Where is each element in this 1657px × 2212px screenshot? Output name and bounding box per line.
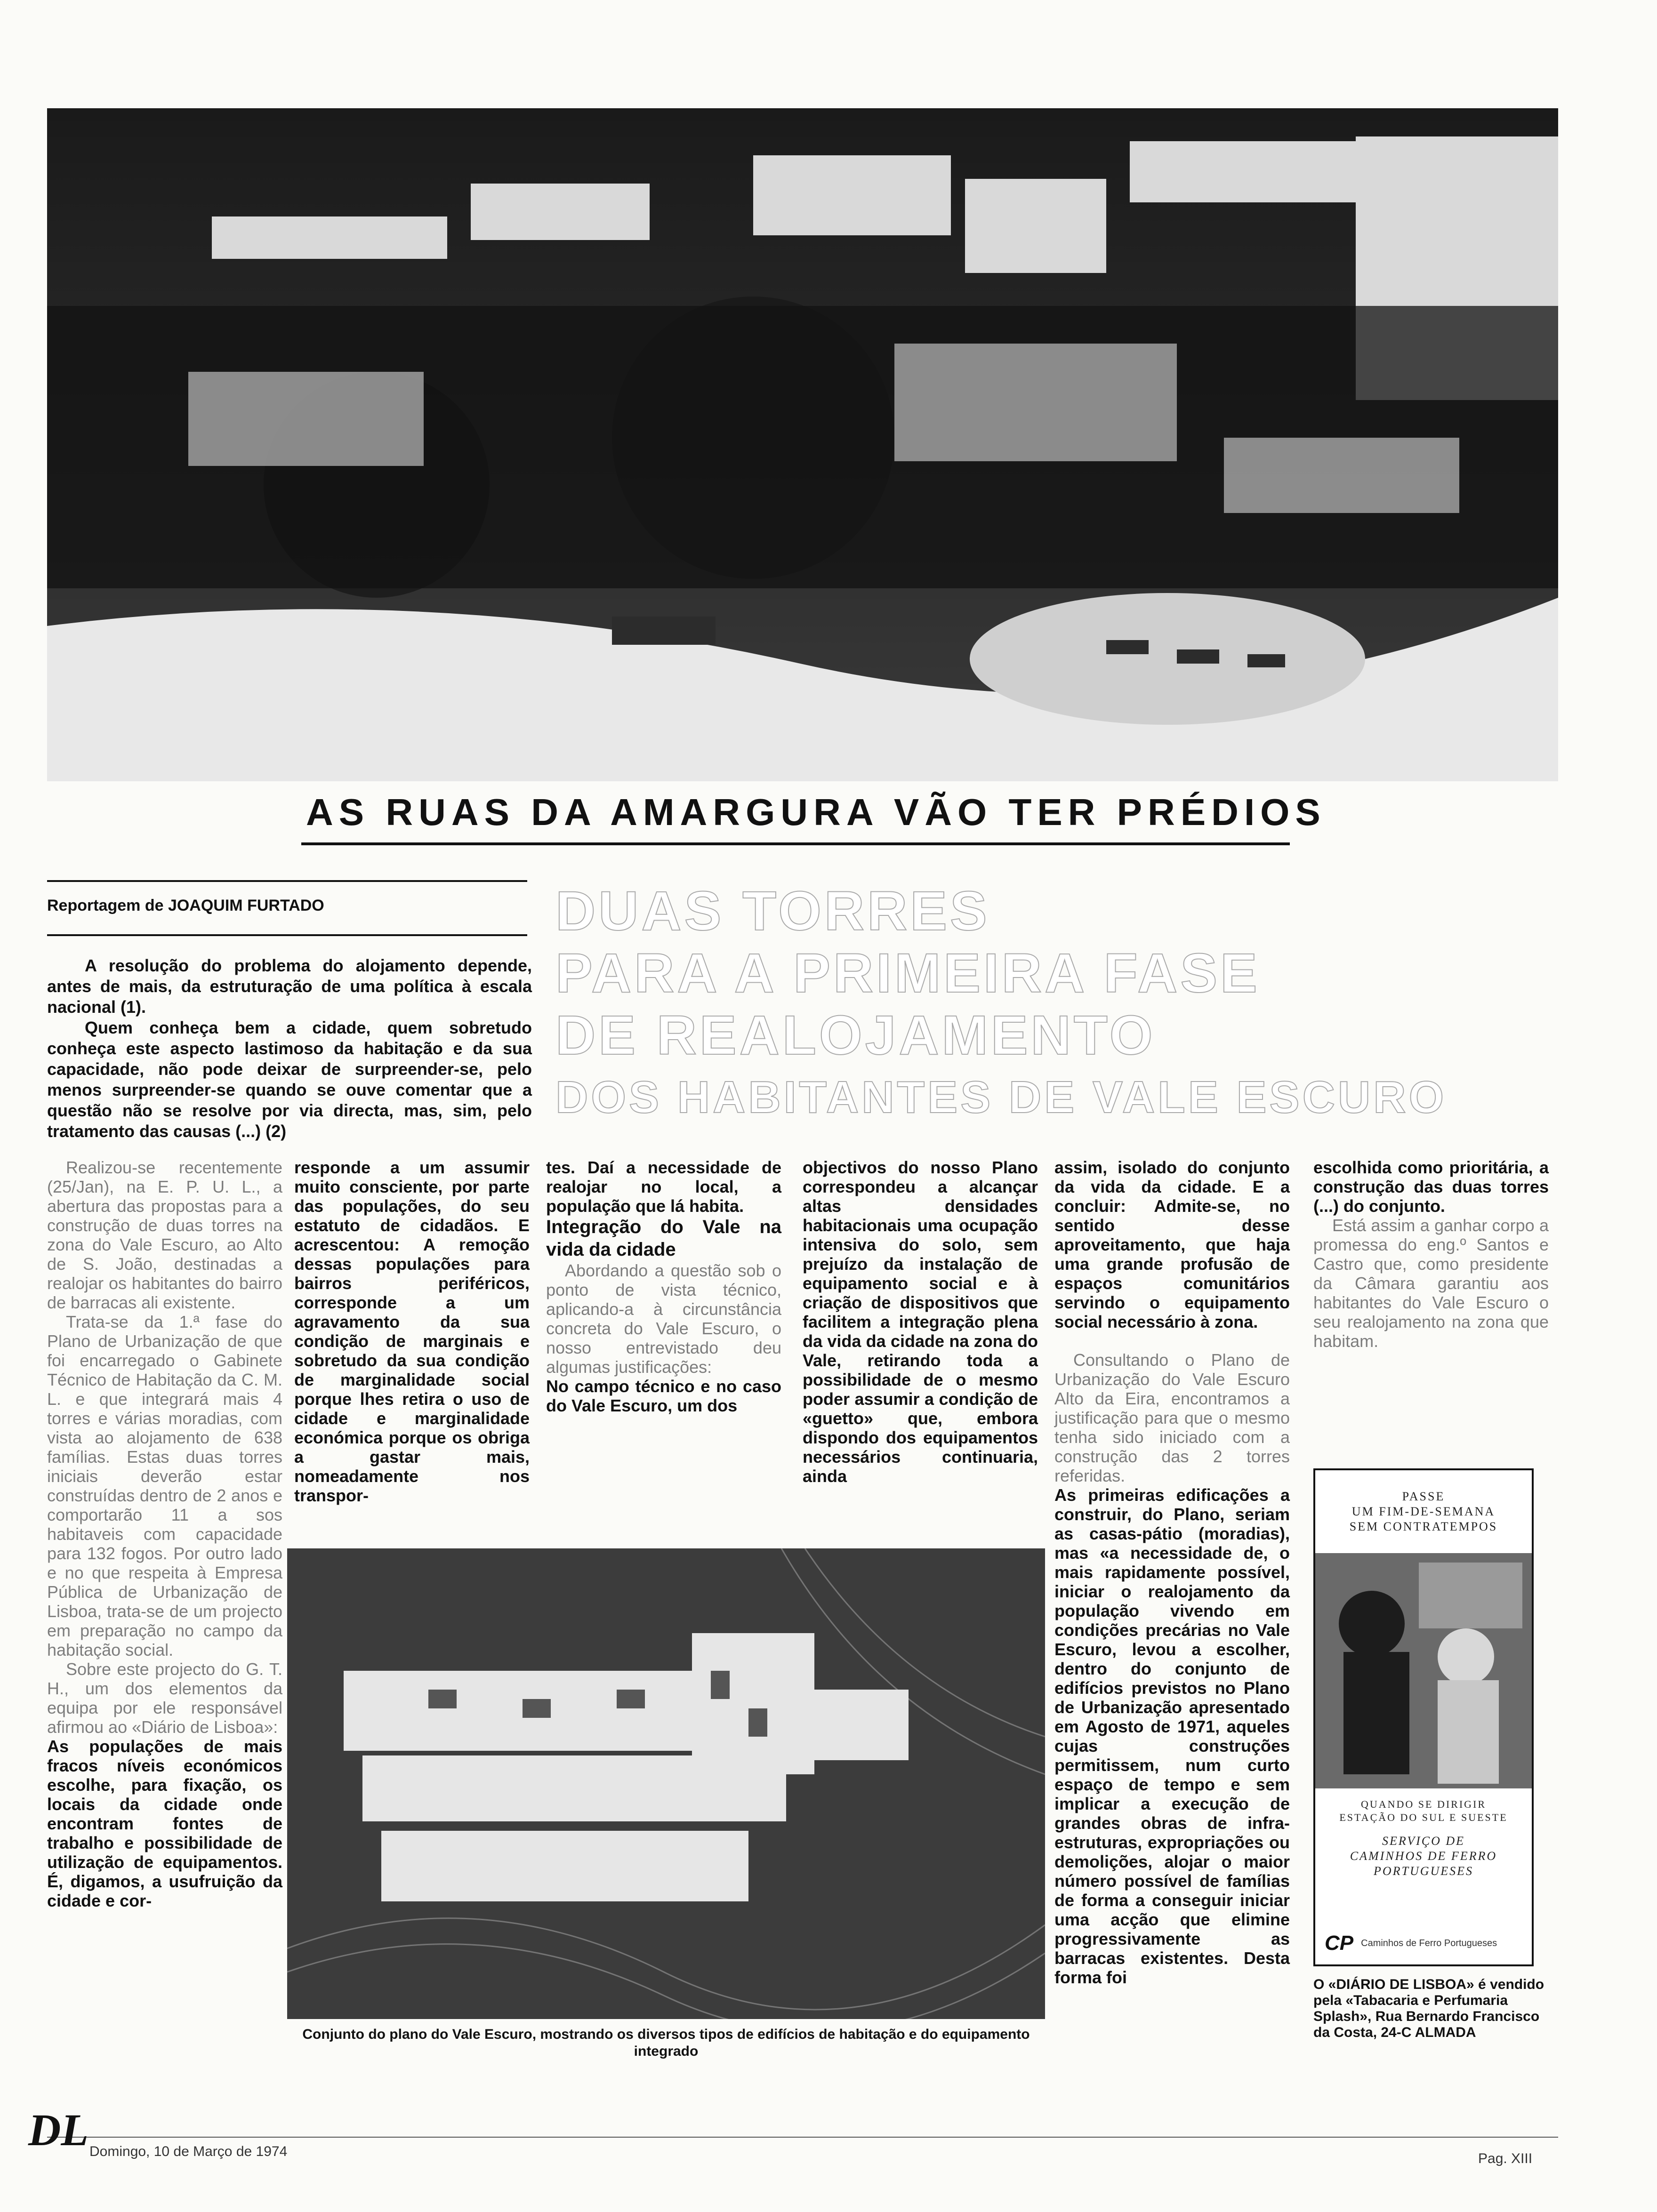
kicker-line: DUAS TORRES — [555, 880, 990, 942]
plan-caption: Conjunto do plano do Vale Escuro, mostrando os diversos tipos de edifícios de habitação e do equipamento integrado — [302, 2027, 1030, 2059]
col3-paragraph: Abordando a questão sob o ponto de vista técnico, aplicando-a à circunstância concreta do Vale Escuro, o nosso entrevistado deu algumas justificações: — [546, 1261, 781, 1377]
ad-logo-text: Caminhos de Ferro Portugueses — [1361, 1938, 1497, 1948]
col5-paragraph: As primeiras edificações a construir, do Plano, seriam as casas-pátio (moradias), mas «a necessidade de, o mais rapidamente possível, iniciar o realojamento da população vivendo em condições precárias no Vale Escuro, levou a escolher, dentro do conjunto de edifícios previstos no Plano de Urbanização apresentado em Agosto de 1971, aqueles cujas construções permitissem, num curto espaço de tempo e sem implicar a execução de grandes obras de infra-estruturas, expropriações ou demolições, alojar o maior número possível de famílias de forma a conseguir iniciar uma acção que elimine progressivamente as barracas existentes. Desta forma foi — [1054, 1485, 1290, 1987]
ad-body-line: PORTUGUESES — [1373, 1864, 1474, 1878]
footer-date: Domingo, 10 de Março de 1974 — [89, 2144, 288, 2159]
column-6 — [1313, 1158, 1549, 1351]
byline-rule-top — [47, 880, 527, 882]
col1-paragraph-bold: As populações de mais fracos níveis económicos escolhe, para fixação, os locais da cidade onde encontram fontes de trabalho e possibilidade de utilização de equipamentos. É, digamos, a usufruição da cidade e cor- — [47, 1737, 282, 1910]
column-2 — [294, 1158, 530, 1505]
ad-body-line: CAMINHOS DE FERRO — [1350, 1849, 1497, 1863]
col2-paragraph: responde a um assumir muito consciente, por parte das populações, do seu estatuto de cidadãos. E acrescentou: A remoção dessas populações para bairros periféricos, corresponde a um agravamento da sua condição de marginais e sobretudo da sua condição de marginalidade social porque lhes retira o uso de cidade e marginalidade económica porque os obriga a gastar mais, nomeadamente nos transpor- — [294, 1158, 530, 1505]
byline-rule-bottom — [47, 934, 527, 936]
col5-paragraph: assim, isolado do conjunto da vida da cidade. E a concluir: Admite-se, no sentido desse aproveitamento, que haja uma grande profusão de espaços comunitários servindo o equipamento social necessário à zona. — [1054, 1158, 1290, 1331]
ad-title — [1315, 1489, 1532, 1534]
column-3 — [546, 1158, 781, 1415]
distribution-credit: O «DIÁRIO DE LISBOA» é vendido pela «Tabacaria e Perfumaria Splash», Rua Bernardo Francisco da Costa, 24-C ALMADA — [1313, 1977, 1544, 2040]
col3-paragraph: tes. Daí a necessidade de realojar no local, a população que lá habita. — [546, 1158, 781, 1216]
ad-mid-line: QUANDO SE DIRIGIR — [1360, 1798, 1487, 1810]
plan-photo-image — [287, 1548, 1045, 2019]
col1-paragraph: Realizou-se recentemente (25/Jan), na E. P. U. L., a abertura das propostas para a construção de duas torres na zona do Vale Escuro, ao Alto de S. João, destinadas a realojar os habitantes do bairro de barracas ali existente. — [47, 1158, 282, 1312]
col4-paragraph: objectivos do nosso Plano correspondeu a alcançar altas densidades habitacionais uma ocupação intensiva do solo, sem prejuízo da instalação de equipamento social e à criação de dispositivos que facilitem a integração plena da vida da cidade na zona do Vale, retirando toda a possibilidade de o mesmo poder assumir a condição de «guetto» que, embora dispondo dos equipamentos necessários continuaria, ainda — [803, 1158, 1038, 1486]
col1-paragraph: Trata-se da 1.ª fase do Plano de Urbanização de que foi encarregado o Gabinete Técnico de Habitação da C. M. L. e que integrará mais 4 torres e várias moradias, com vista ao alojamento de 638 famílias. Estas duas torres iniciais deverão estar construídas dentro de 2 anos e comportarão 11 a sos habitaveis com capacidade para 132 fogos. Por outro lado e no que respeita à Empresa Pública de Urbanização de Lisboa, trata-se de um projecto em preparação no campo da habitação social. — [47, 1312, 282, 1659]
ad-body — [1315, 1834, 1532, 1879]
footer-rule — [47, 2137, 1558, 2138]
plan-photo — [287, 1548, 1045, 2019]
hero-photo — [47, 108, 1558, 781]
ad-mid — [1315, 1798, 1532, 1824]
ad-title-line: PASSE — [1402, 1490, 1445, 1503]
ad-mid-line: ESTAÇÃO DO SUL E SUESTE — [1339, 1811, 1508, 1823]
kicker-line: DOS HABITANTES DE VALE ESCURO — [555, 1072, 1447, 1122]
ad-title-line: UM FIM-DE-SEMANA — [1351, 1505, 1496, 1518]
newspaper-logo-icon: DL — [28, 2105, 88, 2155]
advertisement — [1313, 1468, 1534, 1966]
col1-paragraph: Sobre este projecto do G. T. H., um dos elementos da equipa por ele responsável afirmou ao «Diário de Lisboa»: — [47, 1659, 282, 1737]
col3-subhead: Integração do Vale na vida da cidade — [546, 1217, 781, 1260]
column-1 — [47, 1158, 282, 1910]
lead-paragraph: Quem conheça bem a cidade, quem sobretudo conheça este aspecto lastimoso da habitação e da sua capacidade, não pode deixar de surpreender-se, pelo menos surpreender-se quando se ouve comentar que a questão não se resolve por via directa, mas, sim, pelo tratamento das causas (...) (2) — [47, 1018, 532, 1141]
headline-rule — [301, 842, 1290, 845]
kicker — [555, 880, 1497, 1129]
kicker-line: PARA A PRIMEIRA FASE — [555, 942, 1260, 1004]
kicker-line: DE REALOJAMENTO — [555, 1004, 1156, 1066]
headline: AS RUAS DA AMARGURA VÃO TER PRÉDIOS — [306, 791, 1326, 833]
col5-paragraph: Consultando o Plano de Urbanização do Vale Escuro Alto da Eira, encontramos a justificação para que o mesmo tenha sido iniciado com a construção das 2 torres referidas. — [1054, 1350, 1290, 1485]
lead — [47, 955, 532, 1142]
col6-paragraph: Está assim a ganhar corpo a promessa do eng.º Santos e Castro que, como presidente da Câmara garantiu aos habitantes do Vale Escuro o seu realojamento na zona que habitam. — [1313, 1216, 1549, 1351]
hero-photo-image — [47, 108, 1558, 781]
ad-title-line: SEM CONTRATEMPOS — [1349, 1520, 1498, 1533]
byline: Reportagem de JOAQUIM FURTADO — [47, 897, 324, 914]
cp-logo-icon: CP — [1325, 1931, 1354, 1955]
ad-logo-row — [1325, 1931, 1497, 1955]
lead-paragraph: A resolução do problema do alojamento depende, antes de mais, da estruturação de uma política à escala nacional (1). — [47, 956, 532, 1017]
column-4 — [803, 1158, 1038, 1486]
col3-paragraph-bold: No campo técnico e no caso do Vale Escuro, um dos — [546, 1377, 781, 1415]
column-5 — [1054, 1158, 1290, 1987]
ad-body-line: SERVIÇO DE — [1382, 1834, 1465, 1848]
col6-paragraph: escolhida como prioritária, a construção das duas torres (...) do conjunto. — [1313, 1158, 1549, 1216]
footer-page: Pag. XIII — [1478, 2151, 1533, 2166]
ad-illustration — [1315, 1553, 1532, 1788]
